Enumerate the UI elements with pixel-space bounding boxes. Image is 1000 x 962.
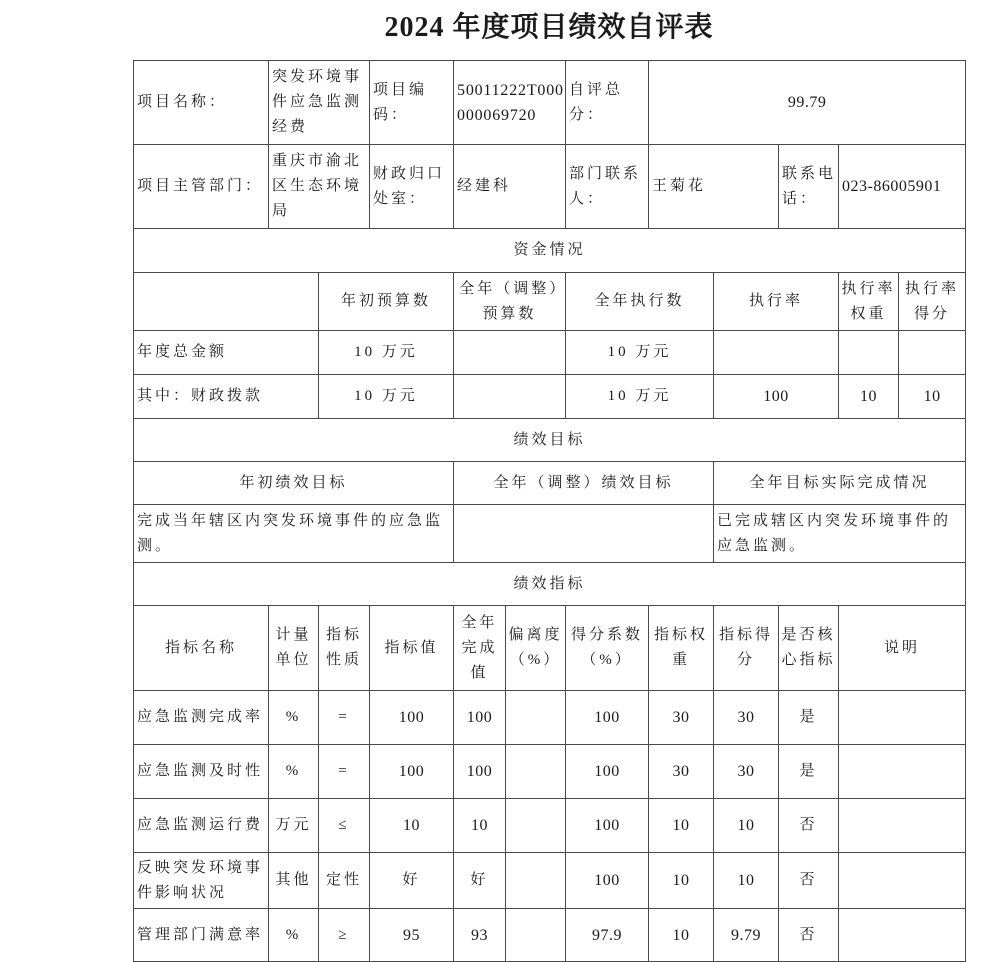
goals-section-row <box>134 419 966 462</box>
goals-actual-text: 已完成辖区内突发环境事件的应急监测。 <box>714 505 966 563</box>
evaluation-table <box>133 60 966 962</box>
indicator-target: 100 <box>370 691 454 745</box>
indicators-header-row <box>134 606 966 691</box>
indicator-target: 10 <box>370 799 454 853</box>
indicator-name: 反映突发环境事件影响状况 <box>134 853 269 909</box>
indicator-deviation <box>506 745 566 799</box>
funding-rate-weight <box>839 331 899 375</box>
indicator-score: 10 <box>714 853 779 909</box>
finance-office-label: 财政归口处室： <box>370 145 454 229</box>
funding-header-rate-weight: 执行率权重 <box>839 273 899 331</box>
funding-header-executed: 全年执行数 <box>566 273 714 331</box>
indicator-row <box>134 853 966 909</box>
indicator-unit: 万元 <box>269 799 319 853</box>
indicator-unit: % <box>269 745 319 799</box>
goals-header-row <box>134 462 966 505</box>
indicator-actual: 100 <box>454 745 506 799</box>
indicator-unit: % <box>269 691 319 745</box>
funding-row-label: 其中：财政拨款 <box>134 375 319 419</box>
goals-header-actual: 全年目标实际完成情况 <box>714 462 966 505</box>
indicator-coefficient: 97.9 <box>566 909 649 962</box>
indicator-deviation <box>506 799 566 853</box>
indicator-unit: 其他 <box>269 853 319 909</box>
phone-value: 023-86005901 <box>839 145 966 229</box>
funding-header-blank <box>134 273 319 331</box>
indicator-header-actual: 全年完成值 <box>454 606 506 691</box>
contact-label: 部门联系人： <box>566 145 649 229</box>
funding-executed: 10 万元 <box>566 331 714 375</box>
indicator-row <box>134 745 966 799</box>
self-score-value: 99.79 <box>649 61 966 145</box>
indicator-actual: 10 <box>454 799 506 853</box>
indicator-note <box>839 745 966 799</box>
indicator-target: 95 <box>370 909 454 962</box>
funding-row <box>134 331 966 375</box>
indicator-row <box>134 799 966 853</box>
indicators-section-row <box>134 563 966 606</box>
indicator-score: 10 <box>714 799 779 853</box>
indicator-deviation <box>506 691 566 745</box>
indicator-core: 否 <box>779 799 839 853</box>
indicator-header-nature: 指标性质 <box>319 606 370 691</box>
indicator-header-core: 是否核心指标 <box>779 606 839 691</box>
indicator-note <box>839 853 966 909</box>
indicator-name: 应急监测完成率 <box>134 691 269 745</box>
indicator-score: 30 <box>714 745 779 799</box>
indicator-target: 100 <box>370 745 454 799</box>
indicator-deviation <box>506 853 566 909</box>
indicator-weight: 30 <box>649 691 714 745</box>
indicator-coefficient: 100 <box>566 799 649 853</box>
indicator-core: 是 <box>779 691 839 745</box>
indicator-header-note: 说明 <box>839 606 966 691</box>
indicator-target: 好 <box>370 853 454 909</box>
department-label: 项目主管部门： <box>134 145 269 229</box>
funding-initial-budget: 10 万元 <box>319 375 454 419</box>
indicator-name: 管理部门满意率 <box>134 909 269 962</box>
contact-value: 王菊花 <box>649 145 779 229</box>
funding-header-adjusted-budget: 全年（调整）预算数 <box>454 273 566 331</box>
indicator-nature: = <box>319 745 370 799</box>
funding-row <box>134 375 966 419</box>
indicator-score: 9.79 <box>714 909 779 962</box>
indicator-header-target: 指标值 <box>370 606 454 691</box>
project-info-row <box>134 61 966 145</box>
indicator-actual: 100 <box>454 691 506 745</box>
indicator-weight: 10 <box>649 853 714 909</box>
funding-row-label: 年度总金额 <box>134 331 319 375</box>
goals-initial-text: 完成当年辖区内突发环境事件的应急监测。 <box>134 505 454 563</box>
indicator-nature: 定性 <box>319 853 370 909</box>
indicator-deviation <box>506 909 566 962</box>
indicator-note <box>839 909 966 962</box>
project-code-value: 50011222T000000069720 <box>454 61 566 145</box>
indicator-name: 应急监测运行费 <box>134 799 269 853</box>
indicator-name: 应急监测及时性 <box>134 745 269 799</box>
indicator-header-name: 指标名称 <box>134 606 269 691</box>
finance-office-value: 经建科 <box>454 145 566 229</box>
funding-adjusted-budget <box>454 375 566 419</box>
funding-execution-rate: 100 <box>714 375 839 419</box>
project-name-value: 突发环境事件应急监测经费 <box>269 61 370 145</box>
indicator-nature: ≥ <box>319 909 370 962</box>
indicator-coefficient: 100 <box>566 853 649 909</box>
indicator-actual: 好 <box>454 853 506 909</box>
funding-header-initial-budget: 年初预算数 <box>319 273 454 331</box>
indicator-weight: 30 <box>649 745 714 799</box>
indicator-nature: = <box>319 691 370 745</box>
goals-content-row <box>134 505 966 563</box>
goals-header-adjusted: 全年（调整）绩效目标 <box>454 462 714 505</box>
self-score-label: 自评总分： <box>566 61 649 145</box>
indicator-weight: 10 <box>649 909 714 962</box>
funding-section-row <box>134 229 966 273</box>
department-info-row <box>134 145 966 229</box>
indicators-section-title: 绩效指标 <box>134 563 966 606</box>
indicator-core: 是 <box>779 745 839 799</box>
goals-header-initial: 年初绩效目标 <box>134 462 454 505</box>
indicator-coefficient: 100 <box>566 691 649 745</box>
indicator-note <box>839 691 966 745</box>
indicator-header-weight: 指标权重 <box>649 606 714 691</box>
phone-label: 联系电话： <box>779 145 839 229</box>
funding-executed: 10 万元 <box>566 375 714 419</box>
project-name-label: 项目名称： <box>134 61 269 145</box>
funding-adjusted-budget <box>454 331 566 375</box>
project-code-label: 项目编码： <box>370 61 454 145</box>
indicator-note <box>839 799 966 853</box>
indicator-core: 否 <box>779 909 839 962</box>
indicator-row <box>134 909 966 962</box>
indicator-header-unit: 计量单位 <box>269 606 319 691</box>
indicator-row <box>134 691 966 745</box>
funding-header-row <box>134 273 966 331</box>
indicator-header-deviation: 偏离度（%） <box>506 606 566 691</box>
department-value: 重庆市渝北区生态环境局 <box>269 145 370 229</box>
goals-section-title: 绩效目标 <box>134 419 966 462</box>
indicator-header-score: 指标得分 <box>714 606 779 691</box>
funding-rate-score <box>899 331 966 375</box>
indicator-nature: ≤ <box>319 799 370 853</box>
page-title: 2024 年度项目绩效自评表 <box>384 12 714 43</box>
indicator-core: 否 <box>779 853 839 909</box>
funding-section-title: 资金情况 <box>134 229 966 273</box>
indicator-weight: 10 <box>649 799 714 853</box>
goals-adjusted-text <box>454 505 714 563</box>
funding-rate-score: 10 <box>899 375 966 419</box>
indicator-actual: 93 <box>454 909 506 962</box>
indicator-header-coefficient: 得分系数（%） <box>566 606 649 691</box>
indicator-coefficient: 100 <box>566 745 649 799</box>
funding-initial-budget: 10 万元 <box>319 331 454 375</box>
funding-rate-weight: 10 <box>839 375 899 419</box>
indicator-score: 30 <box>714 691 779 745</box>
funding-execution-rate <box>714 331 839 375</box>
funding-header-rate-score: 执行率得分 <box>899 273 966 331</box>
indicator-unit: % <box>269 909 319 962</box>
funding-header-execution-rate: 执行率 <box>714 273 839 331</box>
